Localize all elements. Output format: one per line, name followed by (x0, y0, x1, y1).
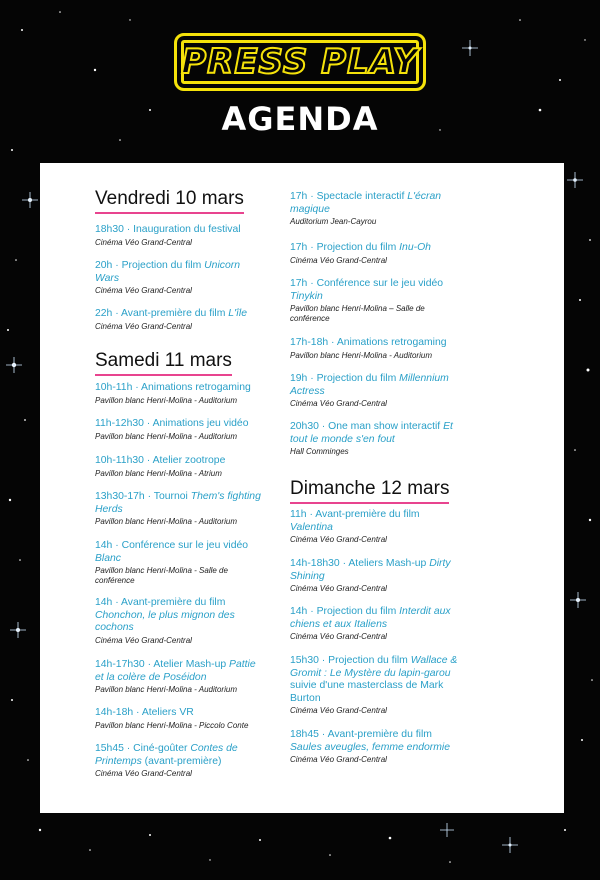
event-time: 15h45 (95, 743, 124, 754)
event-time: 14h (95, 540, 113, 551)
press-play-logo (174, 33, 426, 91)
event-venue: Auditorium Jean-Cayrou (290, 217, 377, 226)
event-item (95, 597, 265, 646)
event-name: Projection du film (316, 242, 397, 253)
event-item (290, 191, 465, 227)
event-venue: Cinéma Véo Grand-Central (95, 321, 192, 331)
event-work-title: Inu-Oh (399, 242, 431, 253)
event-title: 14h · Conférence sur le jeu vidéo Blanc (95, 540, 249, 564)
event-item (290, 337, 465, 361)
event-time: 14h (290, 606, 308, 617)
event-item (95, 707, 265, 731)
event-work-title: Interdit aux chiens et aux Italiens (290, 606, 451, 630)
event-venue: Pavillon blanc Henri-Molina – Salle de conférence (290, 304, 425, 323)
event-time: 18h30 (95, 224, 124, 235)
event-time: 17h (290, 242, 308, 253)
event-title: 18h45 · Avant-première du film Saules aveugles, femme endormie (290, 729, 450, 753)
event-name: Projection du film (316, 373, 397, 384)
event-venue: Pavillon blanc Henri-Molina - Auditorium (95, 685, 237, 694)
event-title: 17h · Projection du film Inu-Oh (290, 242, 431, 253)
event-work-title: Saules aveugles, femme endormie (290, 741, 450, 753)
event-name: Avant-première du film (121, 308, 226, 319)
event-title: 10h-11h · Animations retrogaming (95, 382, 251, 393)
event-title: 14h-17h30 · Atelier Mash-up Pattie et la colère de Poséidon (95, 659, 256, 683)
event-time: 17h (290, 191, 308, 202)
event-name: Conférence sur le jeu vidéo (316, 278, 444, 289)
event-time: 15h30 (290, 655, 319, 666)
event-venue: Hall Comminges (290, 447, 349, 456)
event-name: Ciné-goûter (133, 743, 188, 754)
event-suffix: suivie d'une masterclass de Mark Burton (290, 680, 444, 704)
event-title: 14h · Projection du film Interdit aux chiens et aux Italiens (290, 606, 451, 630)
event-venue: Pavillon blanc Henri-Molina - Auditorium (95, 517, 237, 526)
event-venue: Pavillon blanc Henri-Molina - Auditorium (290, 350, 432, 360)
day-heading-friday: Vendredi 10 mars (95, 188, 244, 214)
event-time: 20h30 (290, 421, 319, 432)
event-item (290, 655, 465, 716)
event-title: 14h-18h30 · Ateliers Mash-up Dirty Shining (290, 558, 451, 582)
event-name: Avant-première du film (327, 729, 432, 740)
event-venue: Cinéma Véo Grand-Central (290, 255, 387, 265)
event-venue: Cinéma Véo Grand-Central (95, 769, 192, 778)
event-item (290, 373, 465, 409)
event-work-title: Pattie et la colère de Poséidon (95, 659, 256, 683)
event-work-title: Wallace & Gromit : Le Mystère du lapin-garou (290, 655, 458, 679)
event-work-title: Contes de Printemps (95, 743, 238, 767)
event-time: 17h-18h (290, 337, 329, 348)
event-time: 11h-12h30 (95, 418, 144, 429)
event-work-title: Chonchon, le plus mignon des cochons (95, 609, 235, 633)
event-work-title: L'île (228, 308, 247, 319)
event-name: Atelier Mash-up (153, 659, 227, 670)
event-item (290, 558, 465, 594)
page-title: AGENDA (221, 100, 379, 138)
event-work-title: Et tout le monde s'en fout (290, 421, 453, 445)
event-title: 20h30 · One man show interactif Et tout le monde s'en fout (290, 421, 453, 445)
event-time: 10h-11h (95, 382, 133, 393)
event-suffix: (avant-première) (144, 755, 222, 767)
event-name: Animations jeu vidéo (152, 418, 249, 429)
event-name: Animations retrogaming (141, 382, 251, 393)
event-venue: Cinéma Véo Grand-Central (290, 535, 387, 544)
event-item (95, 455, 265, 479)
agenda-panel (40, 163, 564, 813)
event-venue: Pavillon blanc Henri-Molina - Auditorium (95, 431, 237, 441)
event-title: 18h30 · Inauguration du festival (95, 224, 241, 235)
event-title: 15h45 · Ciné-goûter Contes de Printemps (avant-première) (95, 743, 238, 767)
event-item (290, 242, 465, 266)
event-item (95, 224, 265, 248)
event-item (95, 659, 265, 695)
event-time: 14h-17h30 (95, 659, 145, 670)
event-item (290, 729, 465, 765)
event-title: 19h · Projection du film Millennium Actress (290, 373, 449, 397)
day-heading-sunday: Dimanche 12 mars (290, 478, 449, 504)
event-item (95, 743, 265, 779)
event-title: 17h · Conférence sur le jeu vidéo Tinykin (290, 278, 444, 302)
event-work-title: Millennium Actress (290, 373, 449, 397)
event-item (95, 418, 265, 442)
event-venue: Cinéma Véo Grand-Central (95, 635, 192, 645)
event-venue: Pavillon blanc Henri-Molina - Piccolo Conte (95, 720, 249, 730)
event-title: 11h-12h30 · Animations jeu vidéo (95, 418, 249, 429)
event-venue: Pavillon blanc Henri-Molina - Auditorium (95, 395, 237, 405)
event-name: Projection du film (328, 655, 408, 666)
event-time: 14h (95, 597, 113, 608)
event-item (290, 606, 465, 642)
event-name: Inauguration du festival (133, 224, 241, 235)
event-work-title: Tinykin (290, 290, 323, 302)
event-item (95, 260, 265, 296)
event-item (95, 308, 265, 332)
event-name: Avant-première du film (121, 597, 226, 608)
event-venue: Cinéma Véo Grand-Central (95, 286, 192, 295)
event-item (95, 491, 265, 527)
event-time: 11h (290, 509, 307, 520)
event-item (95, 382, 265, 406)
event-title: 15h30 · Projection du film Wallace & Gromit : Le Mystère du lapin-garou suivie d'une masterclass de Mark Burton (290, 655, 458, 704)
event-time: 22h (95, 308, 113, 319)
event-name: Avant-première du film (315, 509, 420, 520)
event-item (290, 509, 465, 545)
event-time: 18h45 (290, 729, 319, 740)
event-time: 19h (290, 373, 308, 384)
event-title: 10h-11h30 · Atelier zootrope (95, 455, 226, 466)
event-name: Animations retrogaming (336, 337, 447, 348)
event-time: 20h (95, 260, 113, 271)
event-venue: Cinéma Véo Grand-Central (290, 584, 387, 593)
event-name: One man show interactif (328, 421, 441, 432)
event-item (290, 278, 465, 324)
event-time: 14h-18h (95, 707, 134, 718)
event-name: Spectacle interactif (316, 191, 405, 202)
event-item (290, 421, 465, 457)
event-item (95, 540, 265, 586)
day-heading-saturday: Samedi 11 mars (95, 350, 232, 376)
event-title: 22h · Avant-première du film L'île (95, 308, 247, 319)
event-name: Ateliers VR (141, 707, 194, 718)
event-venue: Cinéma Véo Grand-Central (95, 237, 192, 247)
event-work-title: Blanc (95, 552, 121, 564)
event-venue: Cinéma Véo Grand-Central (290, 755, 387, 764)
event-work-title: Them's fighting Herds (95, 491, 261, 515)
event-name: Atelier zootrope (152, 455, 226, 466)
event-title: 14h · Avant-première du film Chonchon, le plus mignon des cochons (95, 597, 235, 633)
event-work-title: L'écran magique (290, 191, 442, 215)
event-work-title: Dirty Shining (290, 558, 451, 582)
event-title: 11h · Avant-première du film Valentina (290, 509, 420, 533)
event-venue: Pavillon blanc Henri-Molina - Salle de conférence (95, 566, 228, 585)
event-title: 17h-18h · Animations retrogaming (290, 337, 447, 348)
event-name: Projection du film (316, 606, 397, 617)
event-venue: Pavillon blanc Henri-Molina - Atrium (95, 468, 222, 478)
event-time: 13h30-17h (95, 491, 145, 502)
event-work-title: Unicorn Wars (95, 260, 240, 284)
event-time: 17h (290, 278, 308, 289)
event-venue: Cinéma Véo Grand-Central (290, 632, 387, 641)
event-title: 13h30-17h · Tournoi Them's fighting Herds (95, 491, 261, 515)
event-time: 14h-18h30 (290, 558, 340, 569)
event-name: Conférence sur le jeu vidéo (121, 540, 249, 551)
event-name: Tournoi (153, 491, 188, 502)
event-time: 10h-11h30 (95, 455, 144, 466)
event-title: 20h · Projection du film Unicorn Wars (95, 260, 240, 284)
event-work-title: Valentina (290, 521, 333, 533)
event-name: Ateliers Mash-up (348, 558, 427, 569)
event-venue: Cinéma Véo Grand-Central (290, 706, 387, 715)
event-name: Projection du film (121, 260, 202, 271)
event-venue: Cinéma Véo Grand-Central (290, 399, 387, 408)
event-title: 14h-18h · Ateliers VR (95, 707, 194, 718)
event-title: 17h · Spectacle interactif L'écran magique (290, 191, 442, 215)
logo-text: PRESS PLAY (181, 42, 419, 82)
